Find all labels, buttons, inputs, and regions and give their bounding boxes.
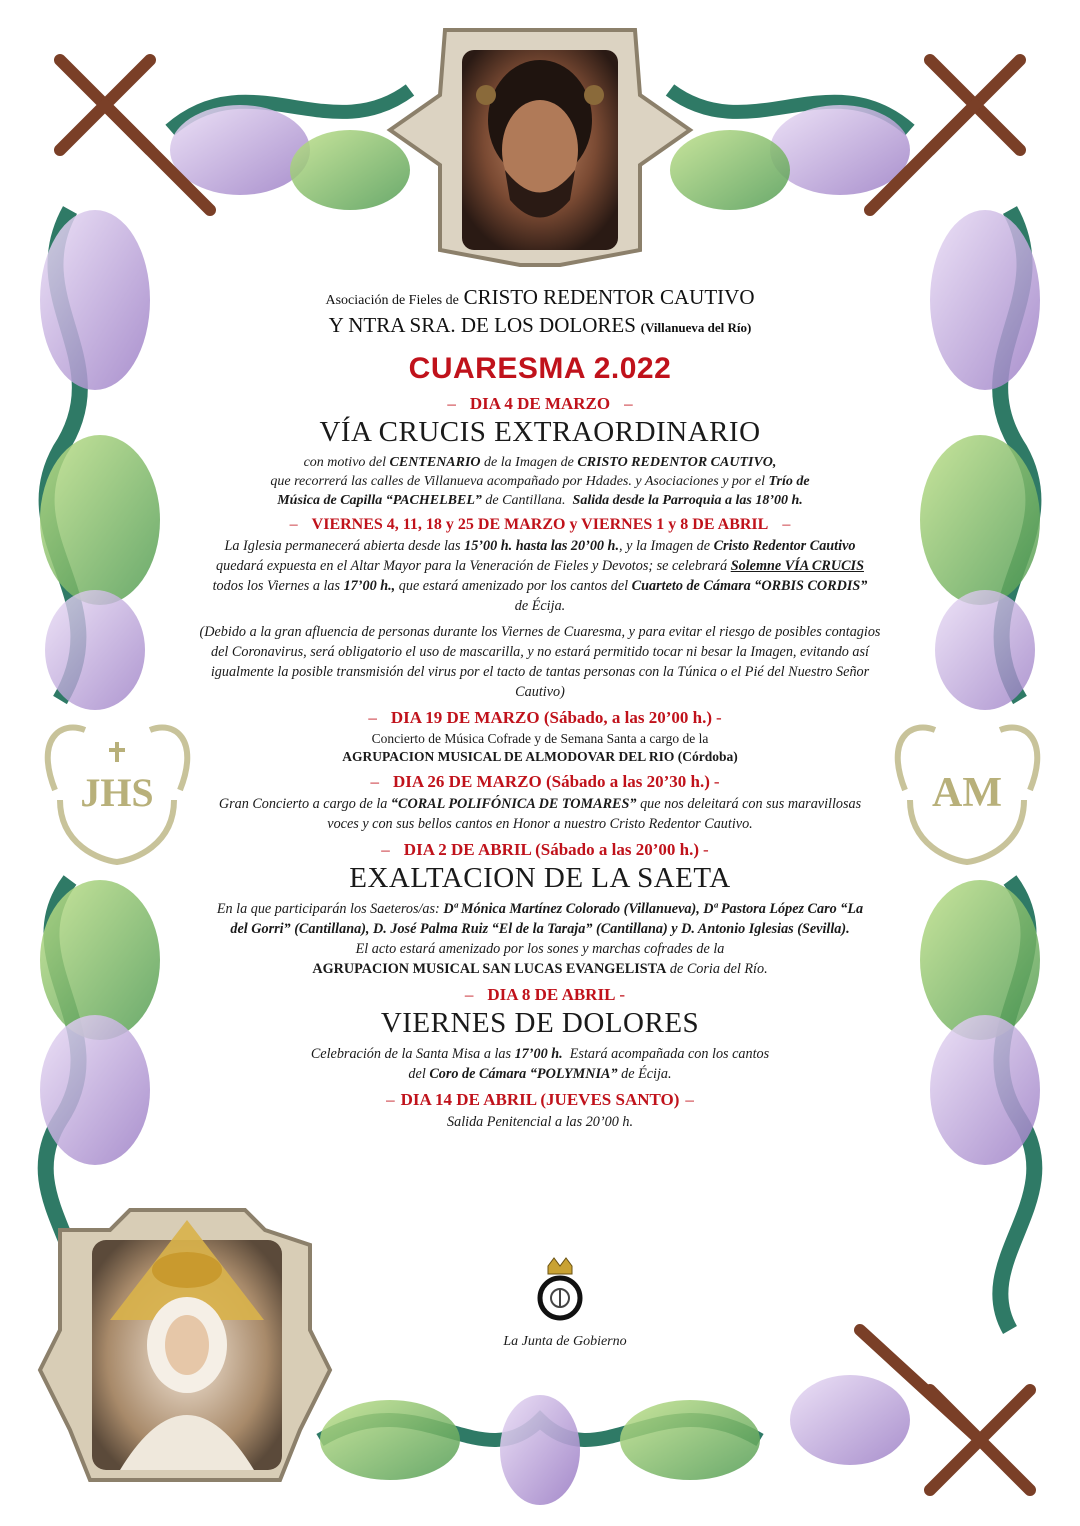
page-title: CUARESMA 2.022 bbox=[408, 352, 672, 385]
event3-description: Concierto de Música Cofrade y de Semana Santa a cargo de la AGRUPACION MUSICAL DE ALMODOVAR DEL RIO (Córdoba) bbox=[342, 731, 738, 764]
event5-description: En la que participarán los Saeteros/as: Dª Mónica Martínez Colorado (Villanueva), Dª Pastora López Caro “La del Gorri” (Cantillana), D. José Palma Ruiz “El de la Taraja” (Cantillana) y D. Antonio Iglesias (Sevilla). El acto estará amenizado por los sones y marchas cofrades de la AGRUPACION MUSICAL SAN LUCAS EVANGELISTA de Coria del Río. bbox=[216, 901, 864, 977]
jhs-emblem bbox=[48, 728, 188, 863]
event2-date: – VIERNES 4, 11, 18 y 25 DE MARZO y VIERNES 1 y 8 DE ABRIL – bbox=[289, 516, 791, 533]
event3-date: – DIA 19 DE MARZO (Sábado, a las 20’00 h.) - bbox=[368, 708, 722, 727]
assoc-place: (Villanueva del Río) bbox=[640, 320, 752, 335]
association-header bbox=[210, 285, 870, 340]
assoc-name: CRISTO REDENTOR CAUTIVO bbox=[463, 285, 755, 309]
assoc-line2: Y NTRA SRA. DE LOS DOLORES bbox=[328, 313, 636, 337]
event6-title: VIERNES DE DOLORES bbox=[380, 1007, 700, 1039]
brotherhood-crest-icon bbox=[540, 1258, 580, 1318]
event7-description: Salida Penitencial a las 20’00 h. bbox=[447, 1114, 633, 1130]
event1-description: con motivo del CENTENARIO de la Imagen de CRISTO REDENTOR CAUTIVO, que recorrerá las calles de Villanueva acompañado por Hdades. y Asociaciones y por el Trío de Música de Capilla “PACHELBEL” de Cantillana. Salida desde la Parroquia a las 18’00 h. bbox=[270, 455, 810, 508]
virgin-medallion bbox=[40, 1210, 330, 1480]
jhs-monogram: JHS bbox=[80, 770, 154, 815]
am-monogram: AM bbox=[932, 770, 1002, 816]
event1-date: – DIA 4 DE MARZO – bbox=[447, 394, 633, 413]
event4-description: Gran Concierto a cargo de la “CORAL POLIFÓNICA DE TOMARES” que nos deleitará con sus maravillosas voces y con sus bellos cantos en Honor a nuestro Cristo Redentor Cautivo. bbox=[218, 796, 862, 832]
bottom-border-scrolls bbox=[320, 1375, 910, 1505]
event2-description: La Iglesia permanecerá abierta desde las 15’00 h. hasta las 20’00 h., y la Imagen de Cristo Redentor Cautivo quedará expuesta en el Altar Mayor para la Veneración de Fieles y Devotos; se celebrará Solemne VÍA CRUCIS todos los Viernes a las 17’00 h., que estará amenizado por los cantos del Cuarteto de Cámara “ORBIS CORDIS” de Écija. bbox=[212, 538, 868, 614]
event7-date: – DIA 14 DE ABRIL (JUEVES SANTO) – bbox=[386, 1090, 694, 1109]
poster-body bbox=[199, 285, 881, 1138]
marian-emblem bbox=[898, 728, 1038, 863]
event5-date: – DIA 2 DE ABRIL (Sábado a las 20’00 h.) - bbox=[381, 840, 709, 859]
christ-medallion bbox=[390, 30, 690, 265]
event6-description: Celebración de la Santa Misa a las 17’00 h. Estará acompañada con los cantos del Coro de Cámara “POLYMNIA” de Écija. bbox=[310, 1046, 770, 1082]
covid-note: (Debido a la gran afluencia de personas durante los Viernes de Cuaresma, y para evitar el riesgo de posibles contagios del Coronavirus, será obligatorio el uso de mascarilla, y no estará permitido tocar ni besar la Imagen, evitando así igualmente la posible transmisión del virus por el tacto de tantas personas con la Túnica o el Pié del Nuestro Señor Cautivo) bbox=[199, 624, 881, 700]
event6-date: – DIA 8 DE ABRIL - bbox=[464, 985, 626, 1004]
event4-date: – DIA 26 DE MARZO (Sábado a las 20’30 h.) - bbox=[370, 772, 720, 791]
event5-title: EXALTACION DE LA SAETA bbox=[349, 862, 731, 894]
event1-title: VÍA CRUCIS EXTRAORDINARIO bbox=[319, 416, 761, 448]
assoc-prefix: Asociación de Fieles de bbox=[325, 293, 459, 308]
signature: La Junta de Gobierno bbox=[503, 1334, 627, 1349]
